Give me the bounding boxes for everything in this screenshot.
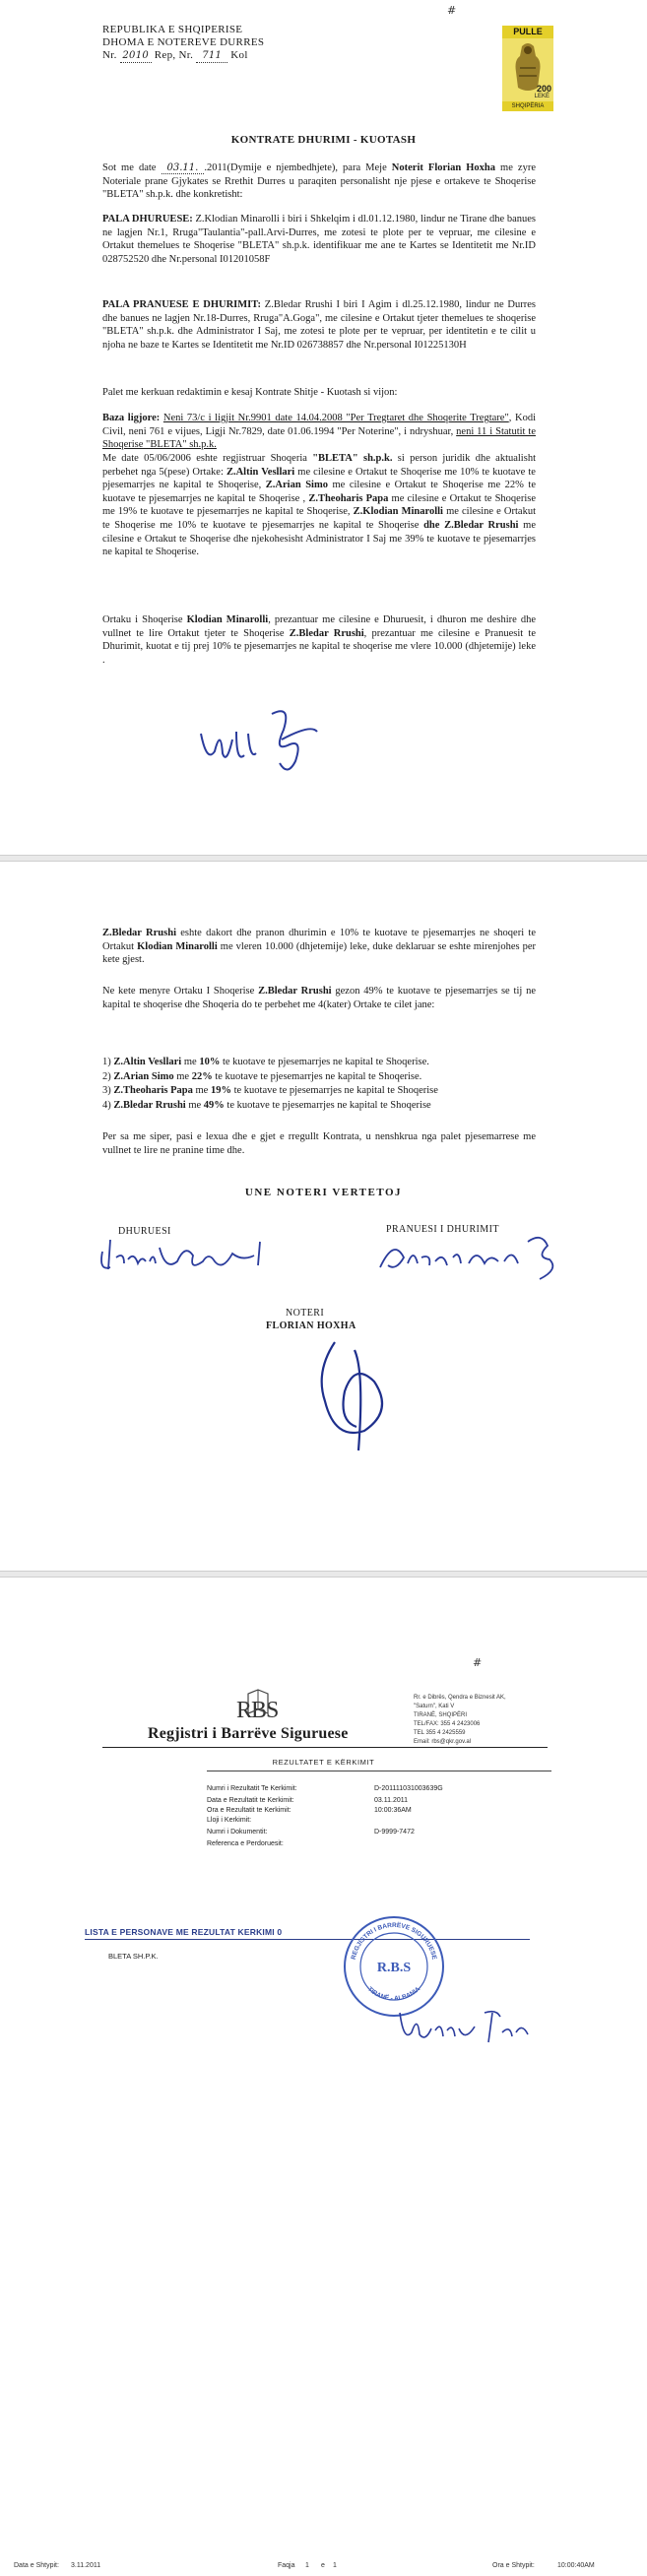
donor-paragraph: PALA DHURUESE: Z.Klodian Minarolli i biri i Shkelqim i dl.01.12.1980, lindur ne Tirane dhe banues ne lagjen Nr.1, Rruga"Taulantia"-pall.Arvi-Durres, me zotesi te plote per te vepruar, me cilesine e Ortakut themelues te Shoqerise "BLETA" sh.p.k. identifikuar me ane te Kartes se Identitetit me Nr.ID 028752520 dhe Nr.personal I01201058F (102, 214, 536, 265)
seal-center-text: R.B.S (376, 1961, 412, 1975)
intro-date: 03.11. (162, 162, 205, 174)
document-header (102, 24, 264, 63)
header-numbers: Nr. 2010 Rep, Nr. 711 Kol (102, 49, 248, 61)
search-results-title: REZULTATET E KËRKIMIT (272, 1758, 375, 1767)
list-item: 3) Z.Theoharis Papa me 19% te kuotave te pjesemarrjes ne kapital te Shoqerise (102, 1085, 438, 1096)
stamp-body (502, 38, 553, 101)
seal-bottom-text: TIRANË - ALBANIA (365, 1985, 422, 2003)
registry-name: Regjistri i Barrëve Siguruese (148, 1725, 349, 1742)
results-rule (85, 1939, 530, 1940)
list-item: 2) Z.Arian Simo me 22% te kuotave te pjesemarrjes ne kapital te Shoqerise. (102, 1070, 422, 1082)
page-total: 1 (333, 2562, 337, 2569)
header-republic: REPUBLIKA E SHQIPERISE (102, 24, 243, 35)
contract-title: KONTRATE DHURIMI - KUOTASH (230, 134, 417, 146)
list-item: 4) Z.Bledar Rrushi me 49% te kuotave te pjesemarrjes ne kapital te Shoqerise (102, 1099, 431, 1111)
print-time: 10:00:40AM (557, 2562, 595, 2569)
header-chamber: DHOMA E NOTEREVE DURRES (102, 36, 265, 48)
legal-basis-paragraph: Baza ligjore: Neni 73/c i ligjit Nr.9901 date 14.04.2008 "Per Tregtaret dhe Shoqerite Tregtare", Kodi Civil, neni 761 e vijues, Ligji Nr.7829, date 01.06.1994 "Per Noterine", i ndryshuar, neni 11 i Statutit te Shoqerise "BLETA" sh.p.k. (102, 413, 536, 451)
partners-list (102, 1056, 438, 1113)
parties-request: Palet me kerkuan redaktimin e kesaj Kontrate Shitje - Kuotash si vijon: (102, 387, 398, 398)
contract-page-1 (0, 0, 647, 855)
tariff-stamp (502, 26, 553, 114)
notary-label: NOTERI (286, 1308, 325, 1319)
recipient-label: PRANUESI I DHURIMIT (386, 1224, 499, 1235)
stamp-bottom-label: SHQIPËRIA (502, 101, 553, 111)
corner-mark: # (473, 1656, 483, 1669)
page-separator (0, 1571, 647, 1578)
print-footer: Data e Shtypit: 3.11.2011 Faqja 1 e 1 Ora e Shtypit: 10:00:40AM (14, 2562, 595, 2569)
rbs-logo-text: RBS (236, 1698, 279, 1723)
list-item: 1) Z.Altin Vesllari me 10% te kuotave te pjesemarrjes ne kapital te Shoqerise. (102, 1057, 429, 1067)
stamp-currency: LEKË (534, 94, 550, 99)
seal-top-text: REGJISTRI I BARRËVE SIGURUESE (350, 1921, 438, 1961)
searched-entity: BLETA SH.P.K. (108, 1952, 159, 1961)
results-count: 0 (277, 1927, 283, 1937)
donor-label: DHURUESI (118, 1226, 171, 1237)
rbs-book-icon (246, 1688, 270, 1717)
stamp-top-label: PULLE (502, 26, 553, 38)
new-structure-paragraph: Ne kete menyre Ortaku I Shoqerise Z.Bledar Rrushi gezon 49% te kuotave te pjesemarrjes se tij ne kapital te shoqerise dhe Shoqeria do te perbehet me 4(kater) Ortake te cilet jane: (102, 986, 536, 1010)
closing-paragraph: Per sa me siper, pasi e lexua dhe e gjet e rregullt Kontrata, u nenshkrua nga palet pjesemarrese me vullnet te lire ne pranine time dhe. (102, 1131, 536, 1156)
registry-search-page: # RBS Regjistri i Barrëve Siguruese Rr. e Dibrës, Qendra e Biznesit AK, "Saturn", Kati V TIRANË, SHQIPËRI TEL/FAX: 355 4 2423006 TEL 355 4 2425559 Email: rbs@qkr.gov.al REZULTATET E KËRKIMIT Numri i Rezultatit Te Kerkimit: D-201111031003639G Data e Rezultatit te Kerkimit: 03.11.2011 Ora e Rezultatit te Kerkimit: 10:00:36AM Lloji i Kerkimit: Numri i Dokumentit: D-9999-7472 Referenca e Perdoruesit: LISTA E PERSONAVE ME REZULTAT KERKIMI 0 BLETA SH.P.K. REGJISTRI I BARRËVE SIGURUESE TIRANË - ALBANIA R.B.S Data e Shtypit: 3.11.2011 Faqja 1 e 1 Ora e Shtypit: 10:00:40AM (0, 1578, 647, 2576)
page1-initials-signature (193, 694, 331, 783)
rep-value: 711 (196, 49, 227, 63)
header-rule (102, 1747, 548, 1748)
stamp-value: 200 (536, 84, 551, 94)
contract-page-2 (0, 862, 647, 1571)
page-number: 1 (305, 2562, 309, 2569)
notary-certification: UNE NOTERI VERTETOJ (244, 1187, 403, 1198)
registry-officer-signature (394, 2003, 532, 2052)
results-list-header: LISTA E PERSONAVE ME REZULTAT KERKIMI 0 (85, 1927, 283, 1937)
registry-address: Rr. e Dibrës, Qendra e Biznesit AK, "Saturn", Kati V TIRANË, SHQIPËRI TEL/FAX: 355 4 2423006 TEL 355 4 2425559 Email: rbs@qkr.gov.al (414, 1695, 506, 1745)
nr-value: 2010 (120, 49, 152, 63)
company-paragraph: Me date 05/06/2006 eshte regjistruar Shoqeria "BLETA" sh.p.k. si person juridik dhe aktualisht perbehet nga 5(pese) Ortake: Z.Altin Vesllari me cilesine e Ortakut te Shoqerise me 10% te kuotave te pjesemarrjes ne kapital te Shoqerise, Z.Arian Simo me cilesine e Ortakut te Shoqerise me 22% te kuotave te pjesemarrjes ne kapital te Shoqerise , Z.Theoharis Papa me cilesine e Ortakut te Shoqerise me 19% te kuotave te pjesemarrjes ne kapital te Shoqerise, Z.Klodian Minarolli me cilesine e Ortakut te Shoqerise me 10% te kuotave te pjesemarrjes ne kapital te Shoqerise dhe Z.Bledar Rrushi me cilesine e Ortakut te Shoqerise dhe njekohesisht Administrator I Saj me 39% te kuotave te pjesemarrjes ne kapital te Shoqerise. (102, 453, 537, 558)
intro-paragraph: Sot me date 03.11. .2011(Dymije e njembedhjete), para Meje Noterit Florian Hoxha me zyre Noteriale prane Gjykates se Rrethit Durres u paraqiten personalisht nje pjese e ortakeve te Shoqerise "BLETA" sh.p.k. dhe konkretisht: (102, 162, 536, 201)
notary-name: Noterit Florian Hoxha (391, 162, 495, 173)
recipient-signature (374, 1228, 571, 1287)
donor-signature (95, 1232, 282, 1279)
svg-text:TIRANË - ALBANIA (366, 1985, 421, 2002)
notary-signature (295, 1332, 414, 1460)
acceptance-paragraph: Z.Bledar Rrushi eshte dakort dhe pranon dhurimin e 10% te kuotave te pjesemarrjes ne shoqeri te Ortakut Klodian Minarolli me vleren 10.000 (dhjetemije) leke, duke deklaruar se eshte mirenjohes per kete gjest. (102, 928, 537, 966)
page-separator (0, 855, 647, 862)
corner-mark: # (447, 4, 457, 17)
donation-paragraph: Ortaku i Shoqerise Klodian Minarolli, prezantuar me cilesine e Dhuruesit, i dhuron me deshire dhe vullnet te lire Ortakut tjeter te Shoqerise Z.Bledar Rrushi, prezantuar me cilesine e Pranuesit te Dhurimit, kuotat e tij prej 10% te pjesemarrjes ne kapital te shoqerise me vlere 10.000 (dhjetemije) leke . (102, 614, 537, 666)
print-date: 3.11.2011 (71, 2562, 101, 2569)
notary-name-label: FLORIAN HOXHA (266, 1320, 356, 1331)
recipient-paragraph: PALA PRANUESE E DHURIMIT: Z.Bledar Rrushi I biri I Agim i dl.25.12.1980, lindur ne Durres dhe banues ne lagjen Nr.18-Durres, Rruga"A.Goga", me cilesine e Ortakut tjeter themelues te shoqerise "BLETA" sh.p.k. dhe Administrator I Saj, me zotesi te plote per te vepruar, per identitetin e te cilit u njoha ne baze te Kartes se Identitetit me Nr.ID 026738857 dhe Nr.personal I01225130H (102, 299, 537, 351)
